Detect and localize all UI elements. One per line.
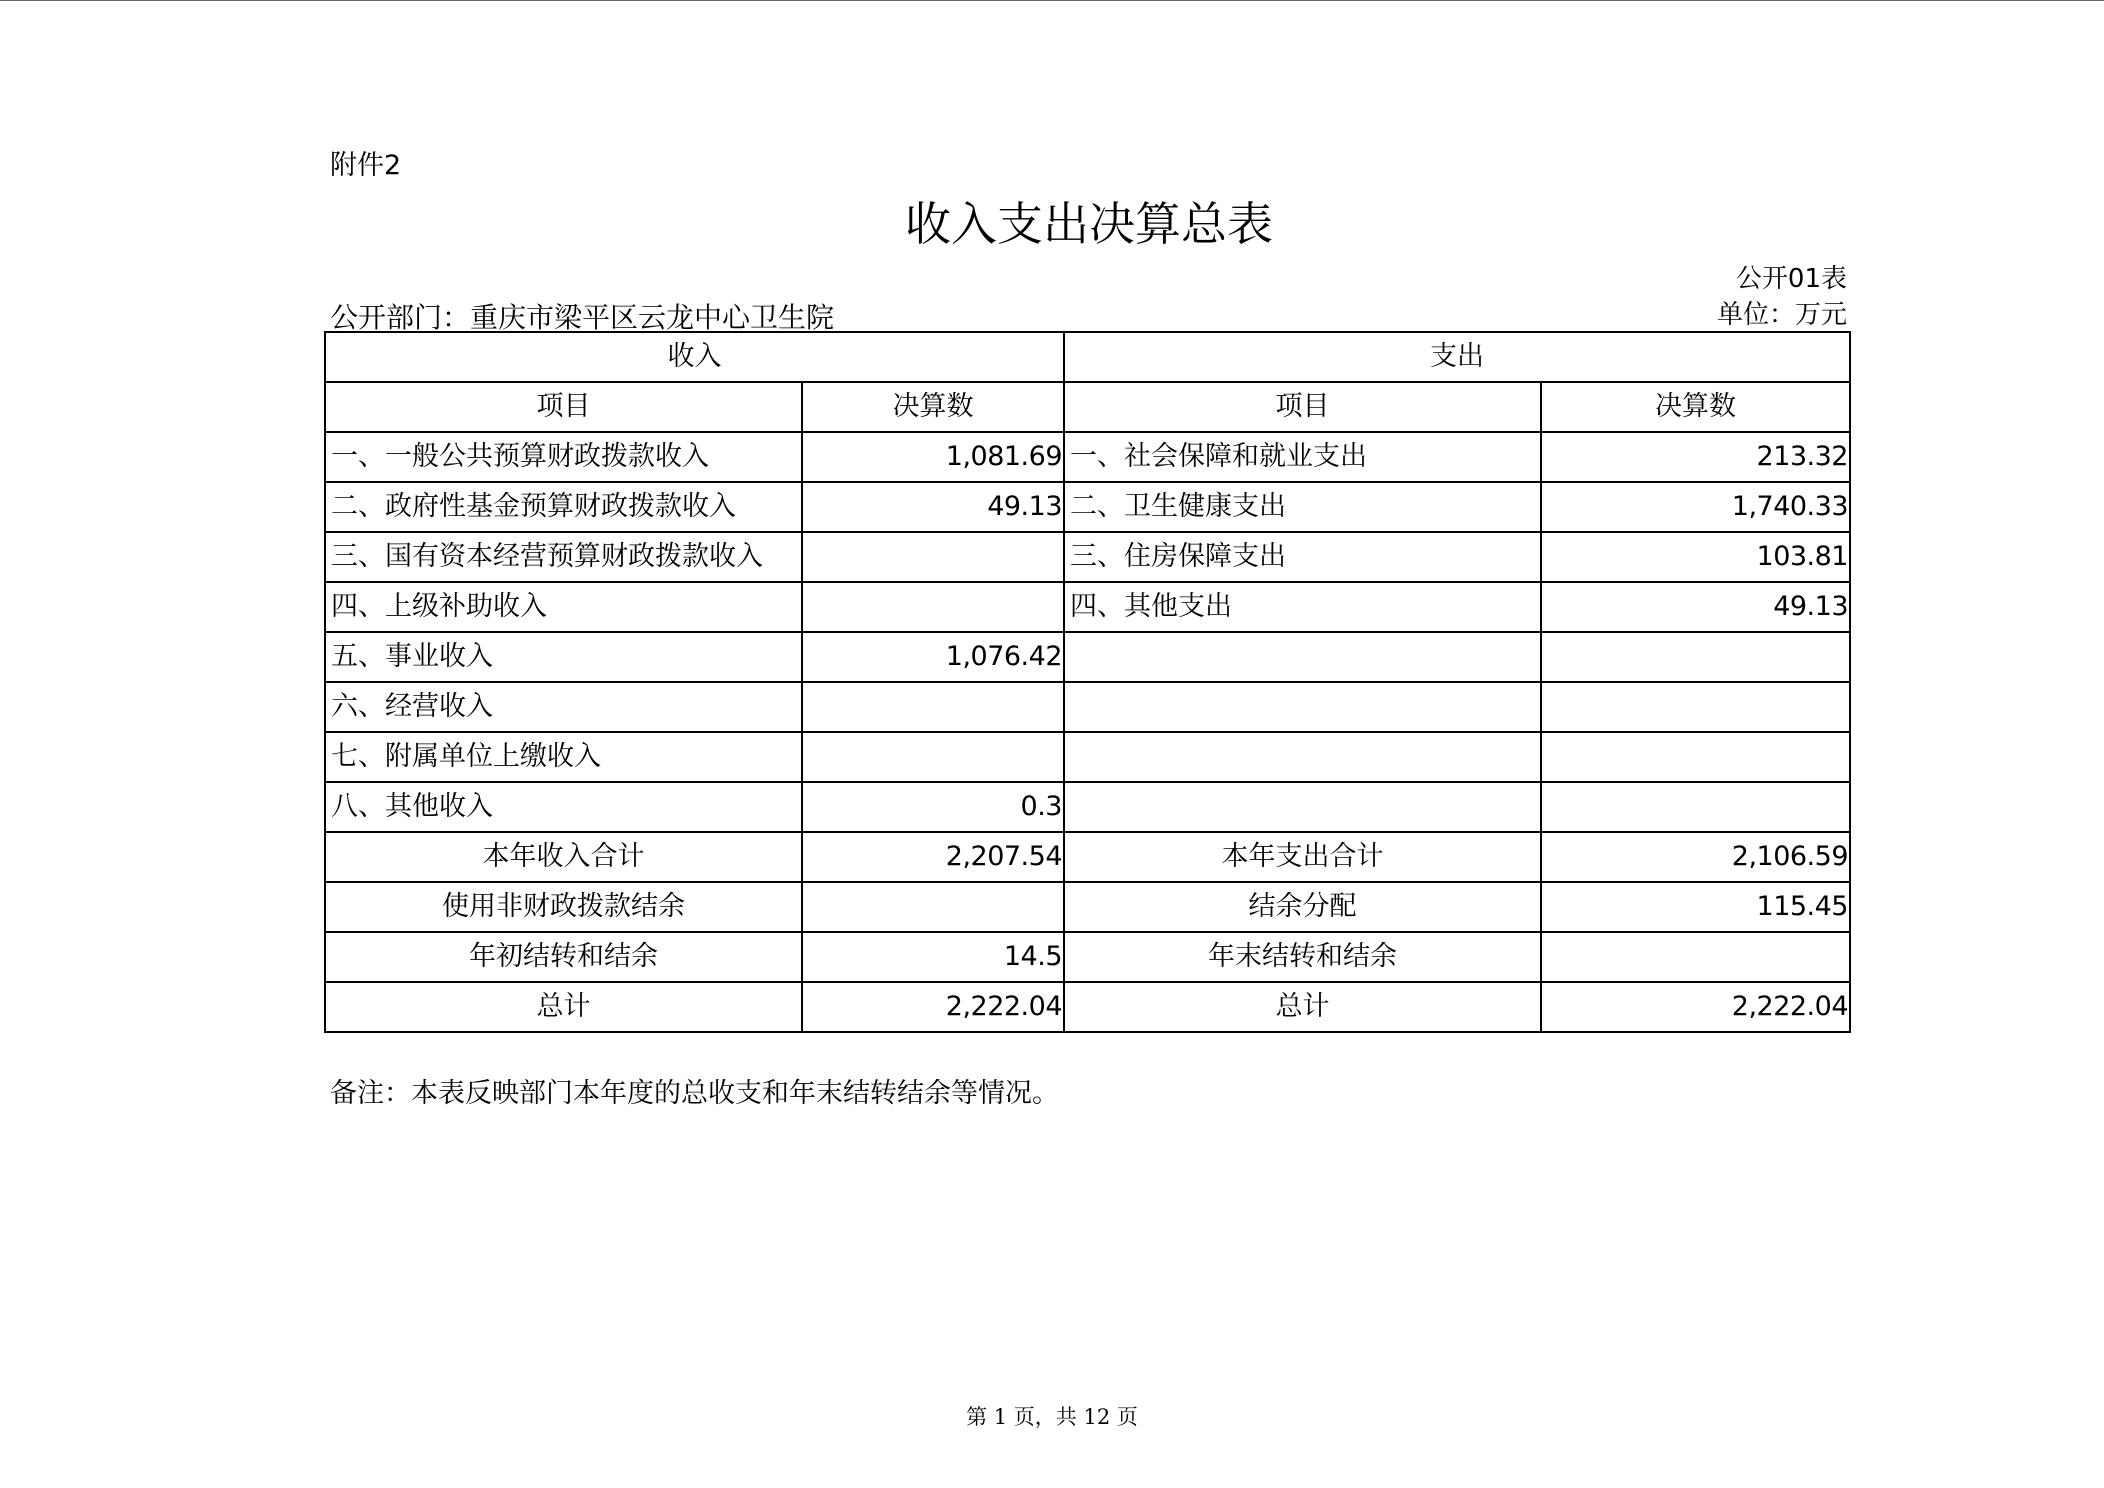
table-row <box>325 782 1850 832</box>
income-item-cell: 一、一般公共预算财政拨款收入 <box>325 432 802 482</box>
table-row <box>325 532 1850 582</box>
expense-item-cell: 三、住房保障支出 <box>1064 532 1541 582</box>
table-row <box>325 682 1850 732</box>
expense-amount-cell <box>1541 632 1850 682</box>
table-row <box>325 432 1850 482</box>
expense-item-cell: 四、其他支出 <box>1064 582 1541 632</box>
expense-item-cell: 一、社会保障和就业支出 <box>1064 432 1541 482</box>
table-code: 公开01表 <box>1735 264 1847 294</box>
income-item-cell: 六、经营收入 <box>325 682 802 732</box>
document-title: 收入支出决算总表 <box>905 197 1273 251</box>
expense-total-amount: 2,222.04 <box>1541 982 1850 1032</box>
income-amount-cell: 1,081.69 <box>802 432 1064 482</box>
expense-item-cell <box>1064 682 1541 732</box>
attachment-label: 附件2 <box>330 150 402 181</box>
expense-summary-label: 结余分配 <box>1064 882 1541 932</box>
income-total-label: 总计 <box>325 982 802 1032</box>
expense-item-cell: 二、卫生健康支出 <box>1064 482 1541 532</box>
income-amount-cell <box>802 732 1064 782</box>
expense-item-cell <box>1064 632 1541 682</box>
expense-item-column-header: 项目 <box>1064 382 1541 432</box>
income-summary-amount: 2,207.54 <box>802 832 1064 882</box>
expense-amount-cell: 213.32 <box>1541 432 1850 482</box>
income-item-cell: 五、事业收入 <box>325 632 802 682</box>
expense-summary-label: 年末结转和结余 <box>1064 932 1541 982</box>
income-amount-cell: 0.3 <box>802 782 1064 832</box>
income-summary-amount <box>802 882 1064 932</box>
income-amount-cell: 49.13 <box>802 482 1064 532</box>
income-item-cell: 四、上级补助收入 <box>325 582 802 632</box>
expense-total-label: 总计 <box>1064 982 1541 1032</box>
income-section-header: 收入 <box>325 332 1064 382</box>
expense-amount-cell: 1,740.33 <box>1541 482 1850 532</box>
expense-amount-cell: 49.13 <box>1541 582 1850 632</box>
income-amount-column-header: 决算数 <box>802 382 1064 432</box>
income-summary-label: 使用非财政拨款结余 <box>325 882 802 932</box>
table-note: 备注：本表反映部门本年度的总收支和年末结转结余等情况。 <box>330 1078 1059 1109</box>
expense-summary-amount: 115.45 <box>1541 882 1850 932</box>
unit-label: 单位：万元 <box>1716 300 1847 330</box>
table-column-header-row <box>325 382 1850 432</box>
expense-summary-amount <box>1541 932 1850 982</box>
table-row <box>325 732 1850 782</box>
expense-item-cell <box>1064 782 1541 832</box>
department-label: 公开部门：重庆市梁平区云龙中心卫生院 <box>330 301 835 334</box>
summary-row <box>325 832 1850 882</box>
table-row <box>325 482 1850 532</box>
expense-summary-label: 本年支出合计 <box>1064 832 1541 882</box>
expense-section-header: 支出 <box>1064 332 1850 382</box>
table-row <box>325 632 1850 682</box>
income-item-cell: 八、其他收入 <box>325 782 802 832</box>
expense-amount-cell <box>1541 682 1850 732</box>
income-summary-amount: 14.5 <box>802 932 1064 982</box>
total-row <box>325 982 1850 1032</box>
income-amount-cell <box>802 682 1064 732</box>
income-expense-table <box>324 331 1851 1033</box>
income-item-cell: 二、政府性基金预算财政拨款收入 <box>325 482 802 532</box>
income-amount-cell <box>802 582 1064 632</box>
income-amount-cell <box>802 532 1064 582</box>
expense-item-cell <box>1064 732 1541 782</box>
page-number-footer: 第 1 页，共 12 页 <box>966 1405 1138 1429</box>
expense-amount-column-header: 决算数 <box>1541 382 1850 432</box>
income-item-cell: 三、国有资本经营预算财政拨款收入 <box>325 532 802 582</box>
income-summary-label: 本年收入合计 <box>325 832 802 882</box>
summary-row <box>325 932 1850 982</box>
income-summary-label: 年初结转和结余 <box>325 932 802 982</box>
income-item-column-header: 项目 <box>325 382 802 432</box>
income-amount-cell: 1,076.42 <box>802 632 1064 682</box>
table-section-header-row <box>325 332 1850 382</box>
expense-summary-amount: 2,106.59 <box>1541 832 1850 882</box>
expense-amount-cell: 103.81 <box>1541 532 1850 582</box>
table-row <box>325 582 1850 632</box>
income-total-amount: 2,222.04 <box>802 982 1064 1032</box>
summary-row <box>325 882 1850 932</box>
expense-amount-cell <box>1541 732 1850 782</box>
page-top-border <box>0 0 2104 1</box>
income-item-cell: 七、附属单位上缴收入 <box>325 732 802 782</box>
expense-amount-cell <box>1541 782 1850 832</box>
